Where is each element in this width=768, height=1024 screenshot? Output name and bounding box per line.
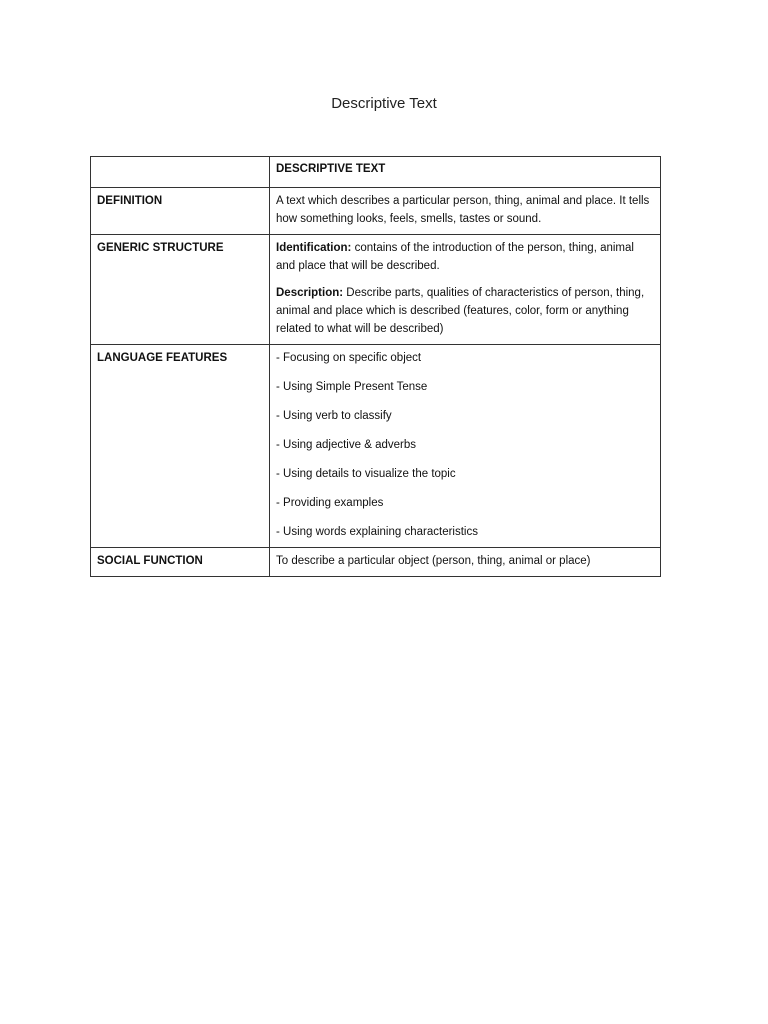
list-item: - Using words explaining characteristics [276,526,478,538]
header-title-cell: DESCRIPTIVE TEXT [270,157,661,188]
descriptive-text-table [90,156,661,577]
definition-label: DEFINITION [91,188,270,235]
list-item: - Using Simple Present Tense [276,381,428,393]
language-features-label: LANGUAGE FEATURES [91,345,270,548]
generic-structure-row [91,235,661,345]
document-title: Descriptive Text [331,95,437,112]
table-header-row [91,157,661,188]
generic-structure-label: GENERIC STRUCTURE [91,235,270,345]
list-item: - Using verb to classify [276,410,392,422]
social-function-label: SOCIAL FUNCTION [91,548,270,577]
identification-text: contains of the introduction of the person, thing, animal and place that will be described. [276,242,634,272]
list-item: - Using adjective & adverbs [276,439,416,451]
social-function-row [91,548,661,577]
definition-row [91,188,661,235]
list-item: - Using details to visualize the topic [276,468,456,480]
definition-text: A text which describes a particular person, thing, animal and place. It tells how something looks, feels, smells, tastes or sound. [270,188,661,235]
language-features-content [270,345,661,548]
identification-paragraph [276,239,654,275]
generic-structure-content [270,235,661,345]
description-text: Describe parts, qualities of characteristics of person, thing, animal and place which is described (features, color, form or anything related to what will be described) [276,287,645,335]
identification-label: Identification: [276,242,352,254]
language-features-row [91,345,661,548]
list-item: - Providing examples [276,497,384,509]
description-label: Description: [276,287,344,299]
list-item: - Focusing on specific object [276,352,422,364]
social-function-text: To describe a particular object (person, thing, animal or place) [270,548,661,577]
header-empty-cell [91,157,270,188]
language-features-list [276,349,654,541]
description-paragraph [276,284,654,338]
